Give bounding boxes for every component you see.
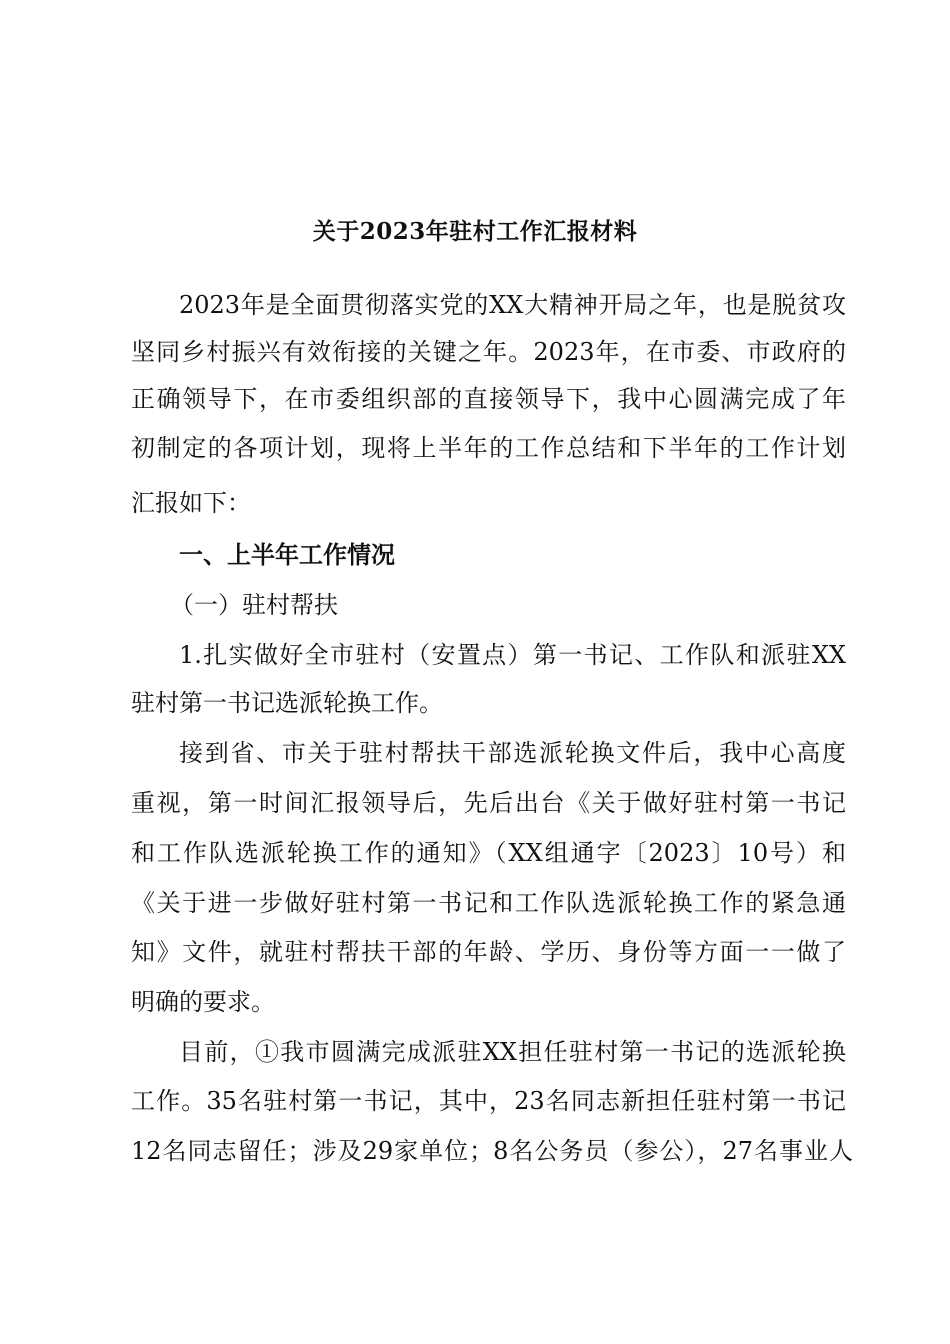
paragraph-line: 坚同乡村振兴有效衔接的关键之年。2023年，在市委、市政府的	[131, 338, 846, 366]
paragraph-line: 明确的要求。	[131, 988, 275, 1016]
paragraph-line: 和工作队选派轮换工作的通知》（XX组通字〔2023〕10号）和	[131, 839, 846, 867]
paragraph-line: 目前，①我市圆满完成派驻XX担任驻村第一书记的选派轮换	[179, 1038, 846, 1066]
section-heading: 一、上半年工作情况	[179, 540, 395, 569]
paragraph-line: 知》文件，就驻村帮扶干部的年龄、学历、身份等方面一一做了	[131, 938, 846, 966]
paragraph-line: 工作。35名驻村第一书记，其中，23名同志新担任驻村第一书记	[131, 1087, 846, 1115]
paragraph-line: 驻村第一书记选派轮换工作。	[131, 689, 443, 717]
paragraph-line: 12名同志留任；涉及29家单位；8名公务员（参公），27名事业人	[131, 1137, 853, 1165]
paragraph-line: 重视，第一时间汇报领导后，先后出台《关于做好驻村第一书记	[131, 789, 846, 817]
paragraph-line: 《关于进一步做好驻村第一书记和工作队选派轮换工作的紧急通	[131, 889, 846, 917]
paragraph-line: 1.扎实做好全市驻村（安置点）第一书记、工作队和派驻XX	[179, 641, 846, 669]
paragraph-line: 正确领导下，在市委组织部的直接领导下，我中心圆满完成了年	[131, 385, 846, 413]
paragraph-line: 2023年是全面贯彻落实党的XX大精神开局之年，也是脱贫攻	[179, 291, 846, 319]
subsection-heading: （一）驻村帮扶	[170, 591, 338, 619]
paragraph-line: 接到省、市关于驻村帮扶干部选派轮换文件后，我中心高度	[179, 739, 846, 767]
paragraph-line: 汇报如下：	[131, 489, 251, 517]
document-title: 关于2023年驻村工作汇报材料	[312, 218, 638, 245]
paragraph-line: 初制定的各项计划，现将上半年的工作总结和下半年的工作计划	[131, 434, 846, 462]
